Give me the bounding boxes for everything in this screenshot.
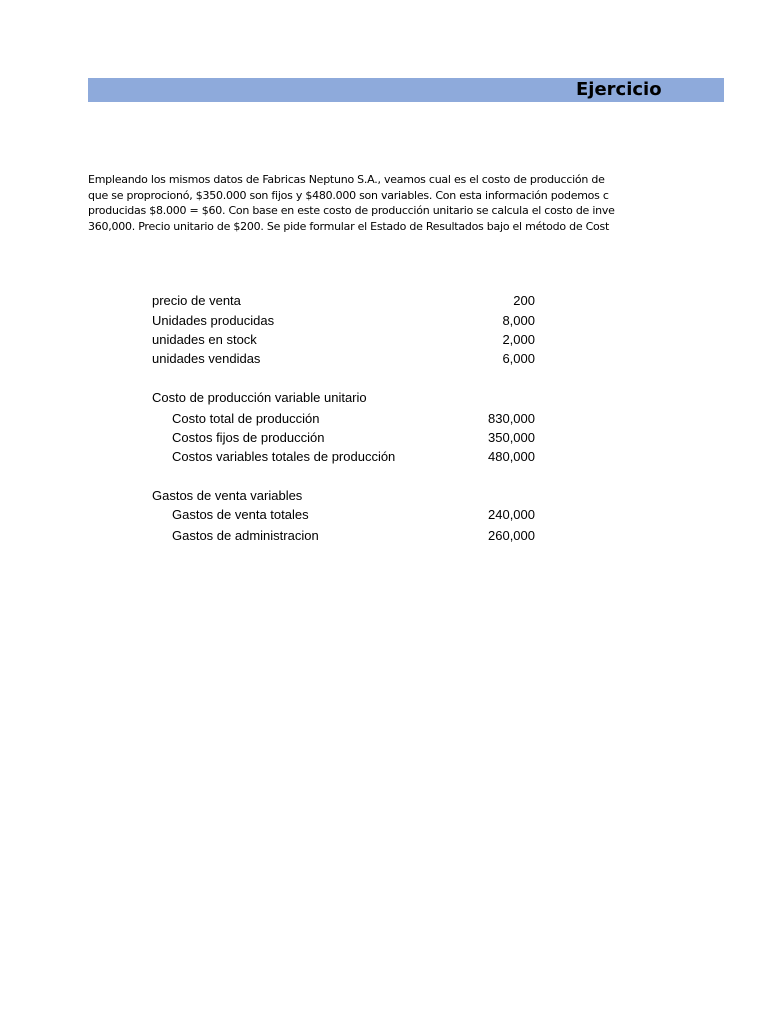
row-gastos-venta-totales: [0, 505, 768, 525]
row-label: unidades vendidas: [152, 351, 261, 366]
row-label: Unidades producidas: [152, 313, 275, 328]
row-value: 830,000: [488, 411, 535, 426]
row-label: Costos variables totales de producción: [172, 449, 396, 464]
row-value: 260,000: [488, 528, 535, 543]
intro-line: que se proprocionó, $350.000 son fijos y $480.000 son variables. Con esta información podemos c: [88, 188, 609, 202]
row-value: 350,000: [488, 430, 535, 445]
row-label: Gastos de venta totales: [172, 507, 309, 522]
row-value: 6,000: [502, 351, 535, 366]
title-clip: [88, 78, 662, 102]
row-label: Gastos de administracion: [172, 528, 319, 543]
section-label: Gastos de venta variables: [152, 488, 303, 503]
section-label: Costo de producción variable unitario: [152, 390, 367, 405]
page-title: Ejercicio: [576, 79, 662, 100]
row-section-gastos-venta: [0, 486, 768, 506]
row-value: 200: [513, 293, 535, 308]
intro-line: Empleando los mismos datos de Fabricas Neptuno S.A., veamos cual es el costo de producción de: [88, 173, 605, 186]
row-label: Costo total de producción: [172, 411, 320, 426]
row-precio-de-venta: [0, 291, 768, 311]
intro-line: 360,000. Precio unitario de $200. Se pide formular el Estado de Resultados bajo el método de Cost: [88, 219, 610, 233]
row-section-costo-produccion: [0, 388, 768, 408]
row-unidades-en-stock: [0, 330, 768, 350]
row-costo-total-produccion: [0, 409, 768, 429]
intro-paragraph: [88, 172, 636, 234]
row-value: 2,000: [502, 332, 535, 347]
row-value: 240,000: [488, 507, 535, 522]
intro-line: producidas $8.000 = $60. Con base en este costo de producción unitario se calcula el costo de inve: [88, 204, 615, 217]
row-unidades-vendidas: [0, 349, 768, 369]
row-costos-fijos-produccion: [0, 428, 768, 448]
row-label: Costos fijos de producción: [172, 430, 325, 445]
row-label: unidades en stock: [152, 332, 257, 347]
row-value: 8,000: [502, 313, 535, 328]
row-label: precio de venta: [152, 293, 241, 308]
row-costos-variables-produccion: [0, 447, 768, 467]
row-unidades-producidas: [0, 311, 768, 331]
row-value: 480,000: [488, 449, 535, 464]
row-gastos-administracion: [0, 526, 768, 546]
